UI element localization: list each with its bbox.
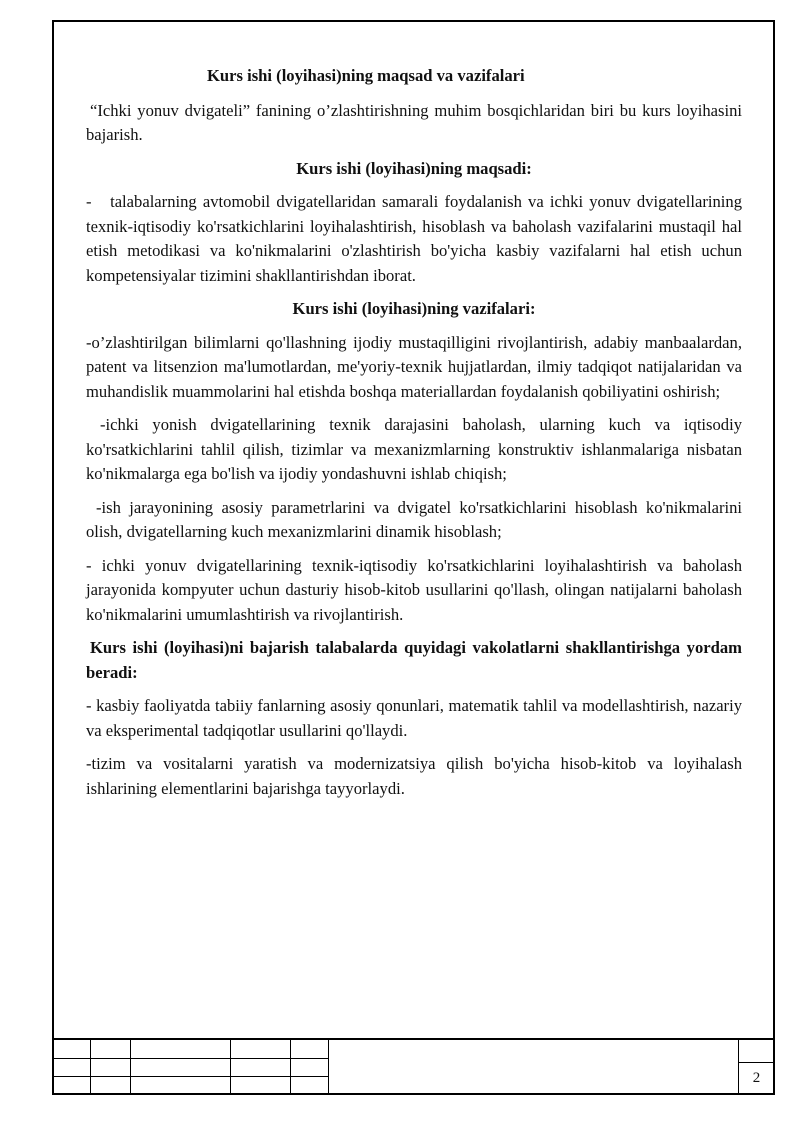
goal-heading: Kurs ishi (loyihasi)ning maqsadi: <box>296 158 532 178</box>
title-block-divider <box>328 1040 329 1095</box>
competence-item: - kasbiy faoliyatda tabiiy fanlarning asosiy qonunlari, matematik tahlil va modellashtirish, nazariy va eksperimental tadqiqotlar usullarini qo'llaydi. <box>86 696 742 740</box>
title-block-row-line <box>52 1076 329 1077</box>
tasks-heading: Kurs ishi (loyihasi)ning vazifalari: <box>292 299 536 318</box>
task-item: -ichki yonish dvigatellarining texnik darajasini baholash, ularning kuch va iqtisodiy ko'rsatkichlarini tahlil qilish, tizimlar va mexanizmlarning konstruktiv ishlanmalariga nisbatan ko'nikmalarga ega bo'lish va ijodiy yondashuvni ishlab chiqish; <box>86 415 742 483</box>
intro-paragraph: “Ichki yonuv dvigateli” fanining o’zlashtirishning muhim bosqichlaridan biri bu kurs loyihasini bajarish. <box>86 100 742 144</box>
title-block-divider <box>290 1040 291 1095</box>
task-item: -o’zlashtirilgan bilimlarni qo'llashning ijodiy mustaqilligini rivojlantirish, adabiy manbaalardan, patent va litsenzion ma'lumotlardan, me'yoriy-texnik hujjatlardan, ilmiy tadqiqot natijalaridan va muhandislik muammolarini hal etishda boshqa materiallardan foydalanish qobiliyatini oshirish; <box>86 332 742 401</box>
competence-heading: Kurs ishi (loyihasi)ni bajarish talabalarda quyidagi vakolatlarni shakllantirishga yordam beradi: <box>86 638 742 682</box>
document-title: Kurs ishi (loyihasi)ning maqsad va vazifalari <box>207 66 525 85</box>
task-item: -ish jarayonining asosiy parametrlarini va dvigatel ko'rsatkichlarini hisoblash ko'nikmalarini olish, dvigatellarning kuch mexanizmlarini dinamik hisoblash; <box>86 497 742 541</box>
goal-paragraph: - talabalarning avtomobil dvigatellaridan samarali foydalanish va ichki yonuv dvigatellarining texnik-iqtisodiy ko'rsatkichlarini loyihalashtirish, hisoblash va baholash vazifalarini mustaqil hal etish metodikasi va ko'nikmalarini o'zlashtirish bo'yicha kasbiy vazifalarni hal etish uchun kompetensiyalar tizimini shakllantirishdan iborat. <box>86 192 747 285</box>
competence-item: -tizim va vositalarni yaratish va modernizatsiya qilish bo'yicha hisob-kitob va loyihalash ishlarining elementlarini bajarishga tayyorlaydi. <box>86 754 742 798</box>
page-number: 2 <box>752 1070 761 1086</box>
title-block-divider <box>90 1040 91 1095</box>
task-item: - ichki yonuv dvigatellarining texnik-iqtisodiy ko'rsatkichlarini loyihalashtirish va baholash jarayonida kompyuter uchun dasturiy hisob-kitob usullarini qo'llash, olingan natijalarni baholash ko'nikmalarini umumlashtirish va rivojlantirish. <box>86 555 742 624</box>
document-body <box>86 64 747 810</box>
title-block-divider <box>230 1040 231 1095</box>
title-block <box>52 1038 775 1095</box>
title-block-divider <box>130 1040 131 1095</box>
title-block-row-line <box>52 1058 329 1059</box>
